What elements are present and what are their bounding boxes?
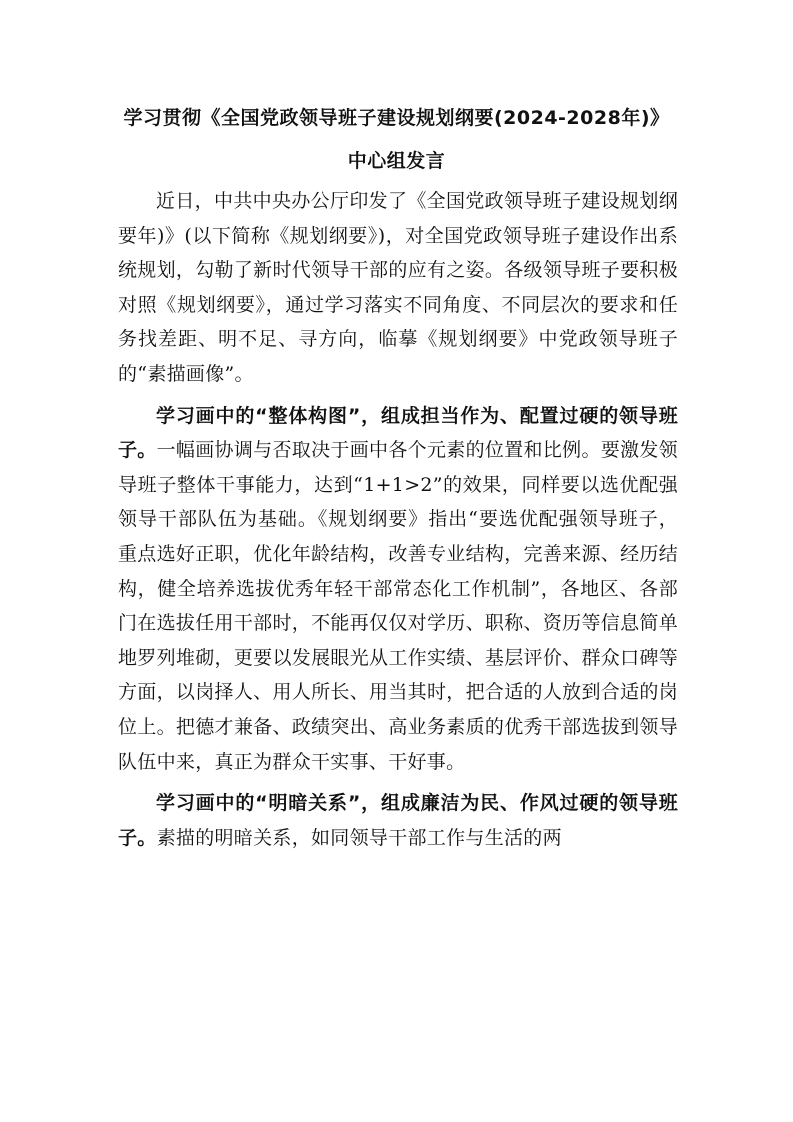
paragraph-lead: 学习画中的“整体构图”，组成担当作为、配置过硬的领导班子。 bbox=[118, 404, 678, 462]
paragraph-composition bbox=[118, 399, 678, 780]
paragraph-text: 近日，中共中央办公厅印发了《全国党政领导班子建设规划纲要年)》(以下简称《规划纲要》)，对全国党政领导班子建设作出系统规划，勾勒了新时代领导干部的应有之姿。各级领导班子要积极对照《规划纲要》，通过学习落实不同角度、不同层次的要求和任务找差距、明不足、寻方向，临摹《规划纲要》中党政领导班子的“素描画像”。 bbox=[118, 190, 678, 385]
paragraph-text: 一幅画协调与否取决于画中各个元素的位置和比例。要激发领导班子整体干事能力，达到“1+1>2”的效果，同样要以选优配强领导干部队伍为基础。《规划纲要》指出“要选优配强领导班子，重点选好正职，优化年龄结构，改善专业结构，完善来源、经历结构，健全培养选拔优秀年轻干部常态化工作机制”，各地区、各部门在选拔任用干部时，不能再仅仅对学历、职称、资历等信息简单地罗列堆砌，更要以发展眼光从工作实绩、基层评价、群众口碑等方面，以岗择人、用人所长、用当其时，把合适的人放到合适的岗位上。把德才兼备、政绩突出、高业务素质的优秀干部选拔到领导队伍中来，真正为群众干实事、干好事。 bbox=[118, 439, 678, 773]
paragraph-text: 素描的明暗关系，如同领导干部工作与生活的两 bbox=[156, 826, 562, 849]
paragraph-light-dark bbox=[118, 786, 678, 855]
document-subtitle: 中心组发言 bbox=[347, 150, 446, 172]
document-title: 学习贯彻《全国党政领导班子建设规划纲要(2024-2028年)》 bbox=[123, 107, 670, 129]
document-body bbox=[118, 184, 678, 862]
paragraph-intro bbox=[118, 184, 678, 392]
paragraph-lead: 学习画中的“明暗关系”，组成廉洁为民、作风过硬的领导班子。 bbox=[118, 792, 678, 849]
